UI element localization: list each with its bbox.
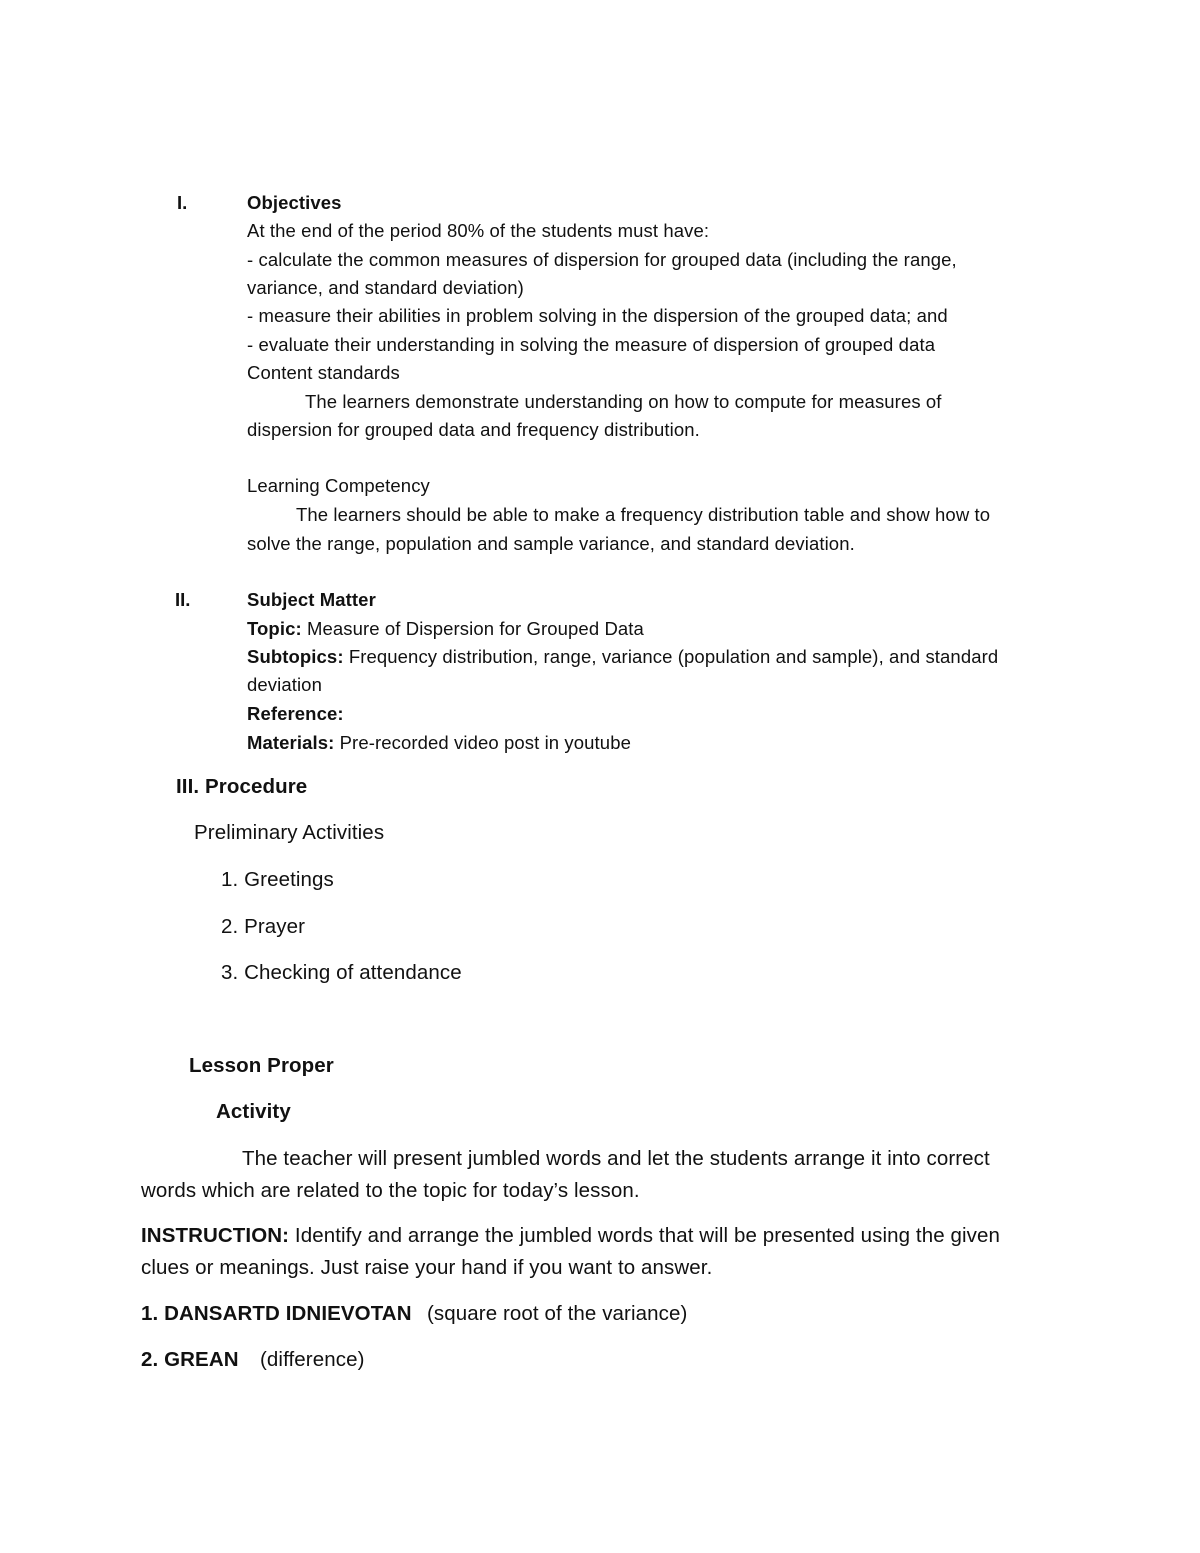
activity-paragraph-line-1: The teacher will present jumbled words and let the students arrange it into correct (242, 1147, 990, 1170)
objectives-heading: Objectives (247, 192, 342, 213)
objective-1-line-2: variance, and standard deviation) (247, 277, 524, 298)
procedure-heading: III. Procedure (176, 775, 308, 798)
instruction-label: INSTRUCTION: (141, 1224, 290, 1247)
subject-matter-heading: Subject Matter (247, 589, 376, 610)
jumbled-word: 1. DANSARTD IDNIEVOTAN (141, 1302, 412, 1325)
section-numeral-1: I. (177, 192, 188, 213)
learning-competency-line-2: solve the range, population and sample variance, and standard deviation. (247, 533, 855, 554)
section-numeral-2: II. (175, 589, 191, 610)
topic-value: Measure of Dispersion for Grouped Data (301, 618, 644, 639)
preliminary-item: 3. Checking of attendance (221, 961, 462, 984)
jumbled-word: 2. GREAN (141, 1348, 239, 1371)
activity-paragraph-line-2: words which are related to the topic for today’s lesson. (141, 1179, 640, 1202)
jumbled-clue: (square root of the variance) (427, 1302, 688, 1325)
objectives-intro: At the end of the period 80% of the students must have: (247, 220, 710, 241)
objective-1-line-1: - calculate the common measures of dispersion for grouped data (including the range, (247, 249, 957, 270)
materials-value: Pre-recorded video post in youtube (334, 732, 631, 753)
preliminary-item: 2. Prayer (221, 915, 306, 938)
learning-competency-line-1: The learners should be able to make a frequency distribution table and show how to (296, 504, 991, 525)
reference-label: Reference: (247, 703, 344, 724)
subtopics-value: Frequency distribution, range, variance (population and sample), and standard (343, 646, 999, 667)
instruction-line-1 (141, 1222, 1000, 1250)
jumbled-clue: (difference) (260, 1348, 365, 1371)
materials-label: Materials: (247, 732, 335, 753)
content-standards-line-2: dispersion for grouped data and frequency distribution. (247, 419, 700, 440)
objective-3: - evaluate their understanding in solving the measure of dispersion of grouped data (247, 334, 936, 355)
objective-2: - measure their abilities in problem solving in the dispersion of the grouped data; and (247, 305, 948, 326)
subtopics-line (247, 645, 998, 669)
content-standards-label: Content standards (247, 362, 400, 383)
materials-line (247, 731, 631, 755)
topic-label: Topic: (247, 618, 302, 639)
subtopics-label: Subtopics: (247, 646, 344, 667)
activity-heading: Activity (216, 1100, 291, 1123)
instruction-text: Identify and arrange the jumbled words that will be presented using the given (289, 1224, 1001, 1247)
learning-competency-label: Learning Competency (247, 475, 430, 496)
preliminary-item: 1. Greetings (221, 868, 334, 891)
topic-line (247, 617, 644, 641)
lesson-proper-heading: Lesson Proper (189, 1054, 334, 1077)
content-standards-line-1: The learners demonstrate understanding on how to compute for measures of (305, 391, 942, 412)
preliminary-activities: Preliminary Activities (194, 821, 385, 844)
instruction-line-2: clues or meanings. Just raise your hand if you want to answer. (141, 1256, 713, 1279)
subtopics-value-line-2: deviation (247, 674, 322, 695)
